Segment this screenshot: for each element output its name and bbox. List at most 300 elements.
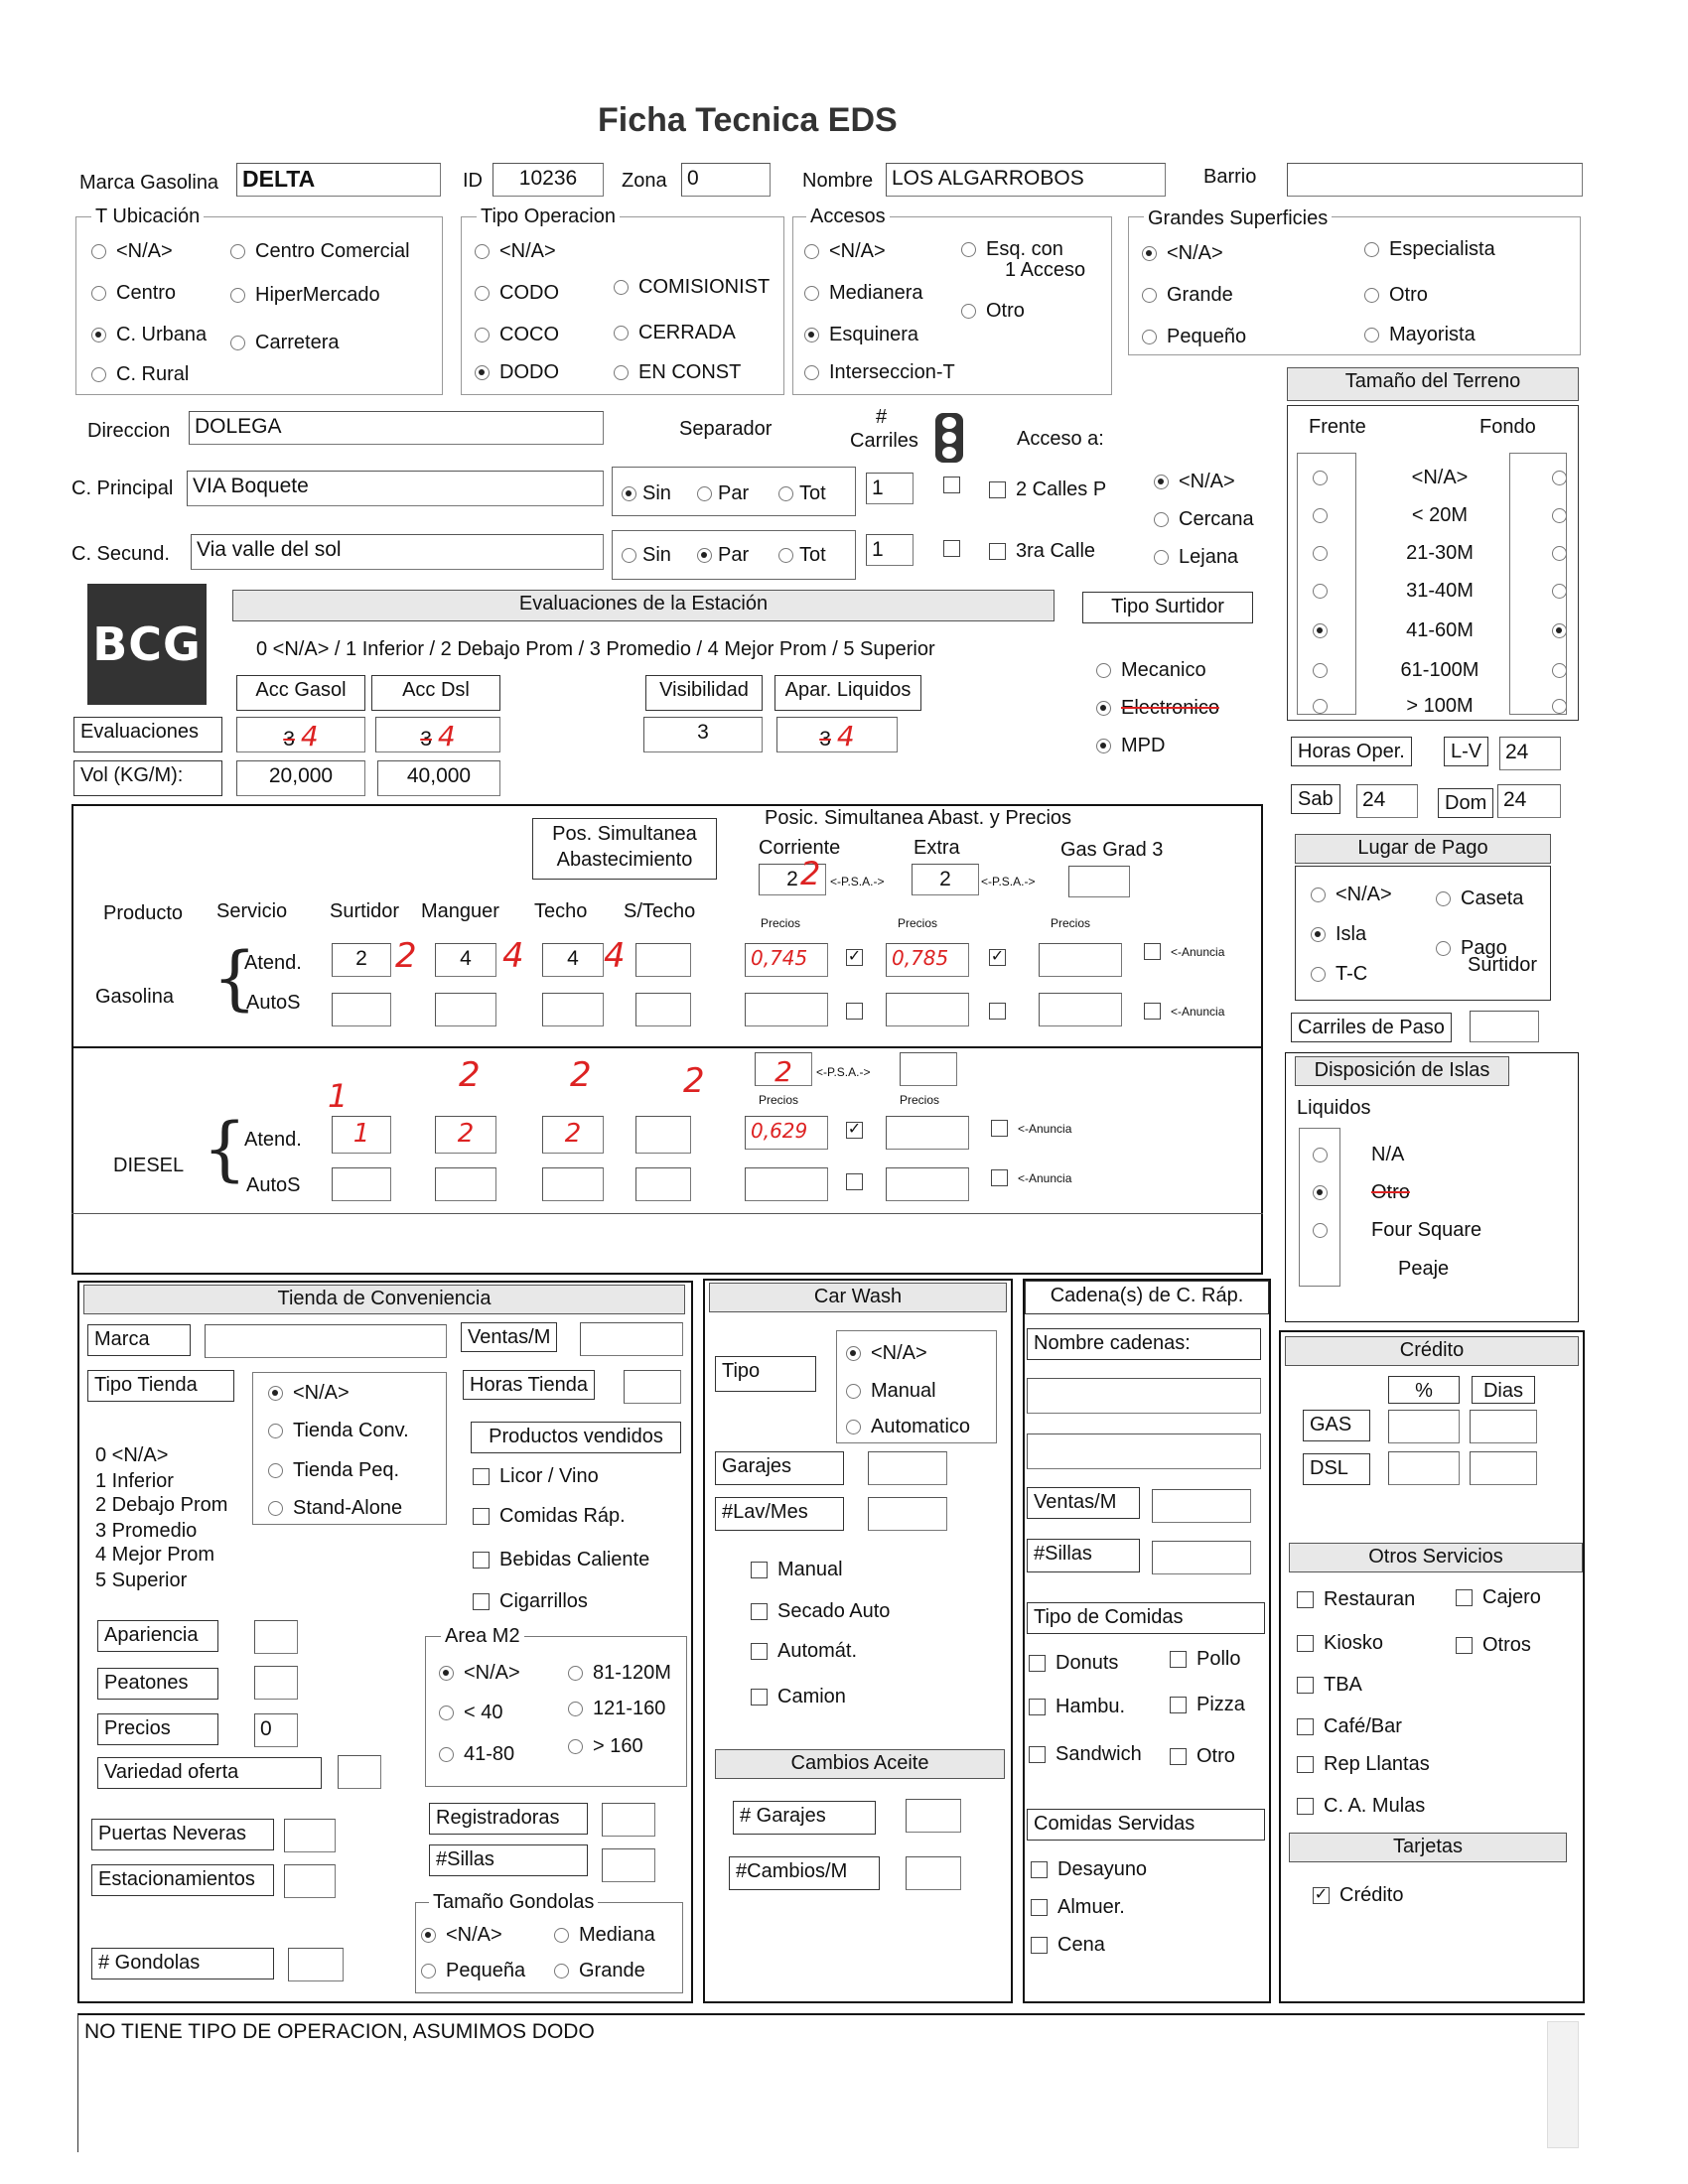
checkbox[interactable] [1170, 1748, 1187, 1765]
checkbox[interactable] [1144, 1003, 1161, 1020]
area-160[interactable]: > 160 [568, 1735, 643, 1758]
acceso-na[interactable]: <N/A> [1154, 471, 1235, 493]
ubicacion-carretera[interactable]: Carretera [230, 332, 339, 354]
checkbox[interactable] [1297, 1756, 1314, 1773]
checkbox-checked[interactable]: ✓ [990, 948, 1005, 965]
checkbox[interactable] [1297, 1591, 1314, 1608]
frente-radio[interactable] [1313, 663, 1328, 678]
direccion-field[interactable]: DOLEGA [189, 411, 604, 445]
frente-radio[interactable] [1313, 699, 1328, 714]
radio[interactable] [230, 244, 245, 259]
gond-na[interactable]: <N/A> [421, 1924, 502, 1947]
diesel-atend-anuncia[interactable]: <-Anuncia [991, 1120, 1071, 1137]
diesel-autos-techo[interactable] [542, 1167, 604, 1201]
frente-radio[interactable] [1313, 546, 1328, 561]
radio-selected[interactable] [91, 328, 106, 342]
checkbox[interactable] [1029, 1699, 1046, 1715]
credito-dsl-dias[interactable] [1470, 1451, 1537, 1485]
checkbox[interactable] [1029, 1746, 1046, 1763]
otros-kiosko[interactable]: Kiosko [1297, 1632, 1383, 1655]
diesel-autos-precio[interactable] [745, 1167, 828, 1201]
nombre-field[interactable]: LOS ALGARROBOS [886, 163, 1166, 197]
tienda-peq[interactable]: Tienda Peq. [268, 1459, 399, 1482]
checkbox[interactable] [1031, 1937, 1048, 1954]
sep-s-par[interactable]: Par [697, 544, 749, 567]
acc-dsl-field[interactable]: 3 4 [375, 717, 500, 752]
accesos-otro[interactable]: Otro [961, 300, 1025, 323]
tienda-conv[interactable]: Tienda Conv. [268, 1420, 409, 1442]
grandes-otro[interactable]: Otro [1364, 284, 1428, 307]
checkbox[interactable] [989, 1003, 1006, 1020]
checkbox[interactable] [751, 1643, 768, 1660]
radio[interactable] [804, 365, 819, 380]
operacion-cerrada[interactable]: CERRADA [614, 322, 736, 344]
radio[interactable] [475, 328, 490, 342]
radio[interactable] [568, 1666, 583, 1681]
diesel-atend-anuncia-1[interactable] [846, 1122, 863, 1139]
checkbox[interactable] [991, 1169, 1008, 1186]
comida-otro[interactable]: Otro [1170, 1745, 1235, 1768]
checkbox[interactable] [989, 481, 1006, 498]
radio[interactable] [268, 1501, 283, 1516]
checkbox[interactable] [751, 1689, 768, 1706]
frente-radio-selected[interactable] [1313, 623, 1328, 638]
radio[interactable] [614, 326, 629, 341]
horas-tienda-field[interactable] [624, 1370, 681, 1404]
radio[interactable] [846, 1384, 861, 1399]
radio[interactable] [1313, 1223, 1328, 1238]
checkbox[interactable] [989, 543, 1006, 560]
comida-hambu[interactable]: Hambu. [1029, 1696, 1125, 1718]
checkbox[interactable] [846, 1173, 863, 1190]
radio[interactable] [1364, 288, 1379, 303]
diesel-atend-surtidor[interactable]: 1 [332, 1116, 391, 1154]
aceite-garajes-field[interactable] [906, 1799, 961, 1833]
gas-atend-surtidor[interactable]: 2 [332, 943, 391, 977]
area-121-160[interactable]: 121-160 [568, 1698, 665, 1720]
gond-mediana[interactable]: Mediana [554, 1924, 655, 1947]
marca-field[interactable]: DELTA [236, 163, 441, 197]
ubicacion-hipermercado[interactable]: HiperMercado [230, 284, 380, 307]
radio-selected[interactable] [439, 1666, 454, 1681]
radio-selected[interactable] [846, 1346, 861, 1361]
area-40[interactable]: < 40 [439, 1702, 502, 1724]
credito-gas-dias[interactable] [1470, 1410, 1537, 1443]
frente-radio[interactable] [1313, 584, 1328, 599]
checkbox[interactable] [1029, 1655, 1046, 1672]
gas-atend-precio-extra[interactable]: 0,785 [886, 943, 969, 977]
ubicacion-centro-comercial[interactable]: Centro Comercial [230, 240, 410, 263]
cw-automat[interactable]: Automát. [751, 1640, 857, 1663]
puertas-field[interactable] [284, 1819, 336, 1852]
calle3-check[interactable]: 3ra Calle [989, 540, 1095, 563]
tienda-sillas-field[interactable] [602, 1848, 655, 1882]
radio-selected[interactable] [268, 1386, 283, 1401]
sep-p-par[interactable]: Par [697, 482, 749, 505]
gas-extra-psa[interactable]: 2 [912, 864, 979, 895]
radio[interactable] [804, 286, 819, 301]
variedad-field[interactable] [338, 1755, 381, 1789]
checkbox[interactable] [751, 1562, 768, 1578]
precios-tienda-field[interactable]: 0 [254, 1713, 298, 1747]
radio[interactable] [778, 486, 793, 501]
barrio-field[interactable] [1287, 163, 1583, 197]
checkbox[interactable] [1456, 1589, 1473, 1606]
radio[interactable] [91, 367, 106, 382]
pago-caseta[interactable]: Caseta [1436, 887, 1523, 910]
diesel-atend-manguer[interactable]: 2 [435, 1116, 496, 1154]
diesel-autos-surtidor[interactable] [332, 1167, 391, 1201]
radio[interactable] [1311, 967, 1326, 982]
surtidor-electronico[interactable]: Electronico [1096, 697, 1219, 720]
gas-corriente-psa[interactable]: 2 [759, 864, 826, 895]
operacion-en-const[interactable]: EN CONST [614, 361, 741, 384]
otros-otros[interactable]: Otros [1456, 1634, 1531, 1657]
radio-selected[interactable] [1313, 1185, 1328, 1200]
carril-p-check[interactable] [943, 477, 960, 493]
gas-atend-anuncia-extra[interactable] [989, 949, 1006, 966]
fondo-radio[interactable] [1552, 471, 1567, 485]
carwash-na[interactable]: <N/A> [846, 1342, 927, 1365]
sab-field[interactable]: 24 [1356, 784, 1418, 818]
radio-selected[interactable] [622, 486, 636, 501]
prod-bebidas[interactable]: Bebidas Caliente [473, 1549, 649, 1571]
checkbox[interactable] [473, 1552, 490, 1569]
vol-dsl-field[interactable]: 40,000 [377, 760, 500, 796]
accesos-na[interactable]: <N/A> [804, 240, 886, 263]
pago-surtidor[interactable]: Pago [1436, 937, 1507, 960]
gas-autos-anuncia[interactable]: <-Anuncia [1144, 1003, 1224, 1020]
diesel-psa-2[interactable] [900, 1052, 957, 1086]
tienda-ventas-field[interactable] [580, 1322, 683, 1356]
radio[interactable] [961, 242, 976, 257]
grandes-especialista[interactable]: Especialista [1364, 238, 1495, 261]
sep-p-tot[interactable]: Tot [778, 482, 826, 505]
carwash-automatico[interactable]: Automatico [846, 1416, 970, 1438]
operacion-comisionist[interactable]: COMISIONIST [614, 276, 770, 299]
carwash-manual[interactable]: Manual [846, 1380, 936, 1403]
gas-autos-precio-grad3[interactable] [1039, 993, 1122, 1026]
radio[interactable] [421, 1964, 436, 1979]
otros-mulas[interactable]: C. A. Mulas [1297, 1795, 1425, 1818]
frente-radio[interactable] [1313, 508, 1328, 523]
gas-atend-stecho[interactable] [635, 943, 691, 977]
comida-pizza[interactable]: Pizza [1170, 1694, 1245, 1716]
cw-manual[interactable]: Manual [751, 1559, 843, 1581]
radio[interactable] [554, 1964, 569, 1979]
radio[interactable] [475, 286, 490, 301]
checkbox[interactable] [1144, 943, 1161, 960]
otros-cafe[interactable]: Café/Bar [1297, 1715, 1402, 1738]
gondolas-field[interactable] [288, 1948, 344, 1981]
checkbox[interactable] [473, 1593, 490, 1610]
grandes-pequeno[interactable]: Pequeño [1142, 326, 1246, 348]
ubicacion-centro[interactable]: Centro [91, 282, 176, 305]
grandes-mayorista[interactable]: Mayorista [1364, 324, 1476, 346]
area-41-80[interactable]: 41-80 [439, 1743, 514, 1766]
checkbox[interactable] [1297, 1798, 1314, 1815]
radio[interactable] [475, 244, 490, 259]
radio-selected[interactable] [1096, 739, 1111, 753]
checkbox[interactable] [1170, 1651, 1187, 1668]
notes-field[interactable] [77, 2013, 1585, 2152]
checkbox[interactable] [1031, 1861, 1048, 1878]
comida-pollo[interactable]: Pollo [1170, 1648, 1240, 1671]
islas-four-square[interactable]: Four Square [1313, 1219, 1481, 1242]
gas-atend-precio-grad3[interactable] [1039, 943, 1122, 977]
pago-na[interactable]: <N/A> [1311, 884, 1392, 906]
radio-selected[interactable] [804, 328, 819, 342]
islas-na[interactable]: N/A [1313, 1144, 1404, 1166]
fondo-radio[interactable] [1552, 508, 1567, 523]
frente-radio[interactable] [1313, 471, 1328, 485]
radio[interactable] [1436, 891, 1451, 906]
calles2-check[interactable]: 2 Calles P [989, 478, 1106, 501]
checkbox-checked[interactable]: ✓ [847, 1121, 862, 1138]
fondo-radio[interactable] [1552, 546, 1567, 561]
prod-cigarrillos[interactable]: Cigarrillos [473, 1590, 588, 1613]
nombre-cadena-1[interactable] [1027, 1378, 1261, 1414]
lavmes-field[interactable] [868, 1497, 947, 1531]
otros-restauran[interactable]: Restauran [1297, 1588, 1415, 1611]
checkbox-checked[interactable]: ✓ [847, 948, 862, 965]
gas-atend-anuncia[interactable]: <-Anuncia [1144, 943, 1224, 960]
ubicacion-na[interactable]: <N/A> [91, 240, 173, 263]
diesel-autos-manguer[interactable] [435, 1167, 496, 1201]
radio[interactable] [1364, 328, 1379, 342]
radio[interactable] [1311, 887, 1326, 902]
checkbox[interactable] [943, 540, 960, 557]
radio[interactable] [1142, 330, 1157, 344]
accesos-esquinera[interactable]: Esquinera [804, 324, 918, 346]
acceso-lejana[interactable]: Lejana [1154, 546, 1238, 569]
operacion-coco[interactable]: COCO [475, 324, 559, 346]
peatones-field[interactable] [254, 1666, 298, 1700]
radio[interactable] [268, 1424, 283, 1438]
surtidor-mecanico[interactable]: Mecanico [1096, 659, 1206, 682]
gas-grad3-psa[interactable] [1068, 866, 1130, 897]
gas-atend-precio-corr[interactable]: 0,745 [745, 943, 828, 977]
gas-autos-precio-corr[interactable] [745, 993, 828, 1026]
radio-selected[interactable] [1096, 701, 1111, 716]
radio[interactable] [614, 280, 629, 295]
radio-selected[interactable] [475, 365, 490, 380]
carril-s-check[interactable] [943, 540, 960, 557]
checkbox[interactable] [846, 1003, 863, 1020]
nombre-cadena-2[interactable] [1027, 1433, 1261, 1469]
checkbox[interactable] [473, 1508, 490, 1525]
checkbox[interactable] [473, 1468, 490, 1485]
radio[interactable] [961, 304, 976, 319]
ubicacion-urbana[interactable]: C. Urbana [91, 324, 207, 346]
gas-autos-techo[interactable] [542, 993, 604, 1026]
radio[interactable] [846, 1420, 861, 1434]
grandes-na[interactable]: <N/A> [1142, 242, 1223, 265]
checkbox[interactable] [1297, 1718, 1314, 1735]
pago-tc[interactable]: T-C [1311, 963, 1367, 986]
otros-cajero[interactable]: Cajero [1456, 1586, 1541, 1609]
checkbox[interactable] [1297, 1635, 1314, 1652]
registradoras-field[interactable] [602, 1803, 655, 1837]
tarjetas-credito[interactable]: ✓ Crédito [1314, 1884, 1404, 1906]
serv-desayuno[interactable]: Desayuno [1031, 1858, 1147, 1881]
checkbox[interactable] [1031, 1899, 1048, 1916]
notes-scrollbar[interactable] [1547, 2021, 1579, 2148]
visibilidad-field[interactable]: 3 [643, 717, 763, 752]
diesel-psa[interactable]: 2 [755, 1052, 812, 1086]
garajes-field[interactable] [868, 1451, 947, 1485]
sep-p-sin[interactable]: Sin [622, 482, 671, 505]
serv-cena[interactable]: Cena [1031, 1934, 1105, 1957]
serv-almuer[interactable]: Almuer. [1031, 1896, 1125, 1919]
apar-liquidos-field[interactable]: 3 4 [776, 717, 898, 752]
diesel-atend-stecho[interactable] [635, 1116, 691, 1154]
operacion-codo[interactable]: CODO [475, 282, 559, 305]
radio[interactable] [1436, 941, 1451, 956]
fondo-radio[interactable] [1552, 584, 1567, 599]
diesel-atend-precio[interactable]: 0,629 [745, 1116, 828, 1150]
fondo-radio[interactable] [1552, 663, 1567, 678]
credito-gas-pct[interactable] [1388, 1410, 1460, 1443]
radio-selected[interactable] [697, 548, 712, 563]
prod-licor[interactable]: Licor / Vino [473, 1465, 599, 1488]
tienda-stand-alone[interactable]: Stand-Alone [268, 1497, 402, 1520]
radio-selected[interactable] [1154, 475, 1169, 489]
radio[interactable] [568, 1702, 583, 1716]
radio[interactable] [1154, 512, 1169, 527]
checkbox-checked[interactable]: ✓ [1314, 1886, 1329, 1903]
radio[interactable] [1154, 550, 1169, 565]
id-field[interactable]: 10236 [492, 163, 604, 197]
gas-autos-stecho[interactable] [635, 993, 691, 1026]
sep-s-tot[interactable]: Tot [778, 544, 826, 567]
operacion-dodo[interactable]: DODO [475, 361, 559, 384]
gas-autos-anuncia-corr[interactable] [846, 1003, 863, 1020]
sep-s-sin[interactable]: Sin [622, 544, 671, 567]
gas-autos-anuncia-extra[interactable] [989, 1003, 1006, 1020]
radio[interactable] [230, 288, 245, 303]
gas-atend-techo[interactable]: 4 [542, 943, 604, 977]
grandes-grande[interactable]: Grande [1142, 284, 1233, 307]
zona-field[interactable]: 0 [681, 163, 771, 197]
prod-comidas[interactable]: Comidas Ráp. [473, 1505, 626, 1528]
radio[interactable] [568, 1739, 583, 1754]
radio[interactable] [268, 1463, 283, 1478]
fondo-radio-selected[interactable] [1552, 623, 1567, 638]
radio[interactable] [230, 336, 245, 350]
radio[interactable] [439, 1747, 454, 1762]
checkbox[interactable] [943, 477, 960, 493]
checkbox[interactable] [991, 1120, 1008, 1137]
diesel-autos-anuncia-1[interactable] [846, 1173, 863, 1190]
accesos-esq-1-acceso[interactable]: Esq. con [961, 238, 1063, 261]
radio[interactable] [697, 486, 712, 501]
gas-autos-surtidor[interactable] [332, 993, 391, 1026]
diesel-autos-stecho[interactable] [635, 1167, 691, 1201]
diesel-atend-techo[interactable]: 2 [542, 1116, 604, 1154]
accesos-interseccion-t[interactable]: Interseccion-T [804, 361, 955, 384]
dom-field[interactable]: 24 [1497, 784, 1561, 818]
checkbox[interactable] [1297, 1677, 1314, 1694]
cambios-field[interactable] [906, 1856, 961, 1890]
gas-autos-precio-extra[interactable] [886, 993, 969, 1026]
radio[interactable] [614, 365, 629, 380]
carriles-paso-field[interactable] [1470, 1011, 1539, 1042]
otros-llantas[interactable]: Rep Llantas [1297, 1753, 1430, 1776]
checkbox[interactable] [1170, 1697, 1187, 1713]
cadena-ventas-field[interactable] [1152, 1489, 1251, 1523]
lv-field[interactable]: 24 [1499, 737, 1561, 770]
comida-sandwich[interactable]: Sandwich [1029, 1743, 1142, 1766]
cw-secado[interactable]: Secado Auto [751, 1600, 890, 1623]
gond-pequena[interactable]: Pequeña [421, 1960, 525, 1982]
terreno-row-31-40: 31-40M [1313, 580, 1567, 603]
radio[interactable] [1096, 663, 1111, 678]
gas-atend-manguer[interactable]: 4 [435, 943, 496, 977]
gond-grande[interactable]: Grande [554, 1960, 645, 1982]
diesel-atend-precio-2[interactable] [886, 1116, 969, 1150]
acceso-cercana[interactable]: Cercana [1154, 508, 1254, 531]
acc-gasol-field[interactable]: 3 4 [236, 717, 365, 752]
radio[interactable] [91, 286, 106, 301]
diesel-manguer-hw: 2 [459, 1055, 481, 1095]
diesel-autos-anuncia[interactable]: <-Anuncia [991, 1169, 1071, 1186]
radio[interactable] [778, 548, 793, 563]
radio[interactable] [439, 1706, 454, 1720]
tienda-na[interactable]: <N/A> [268, 1382, 350, 1405]
radio-selected[interactable] [421, 1928, 436, 1943]
vol-gasol-field[interactable]: 20,000 [236, 760, 365, 796]
credito-dsl-pct[interactable] [1388, 1451, 1460, 1485]
radio[interactable] [804, 244, 819, 259]
islas-otro[interactable]: Otro [1313, 1181, 1410, 1204]
otros-tba[interactable]: TBA [1297, 1674, 1362, 1697]
apariencia-field[interactable] [254, 1620, 298, 1654]
radio-selected[interactable] [1142, 246, 1157, 261]
radio[interactable] [622, 548, 636, 563]
estac-field[interactable] [284, 1864, 336, 1898]
gas-atend-anuncia-corr[interactable] [846, 949, 863, 966]
accesos-medianera[interactable]: Medianera [804, 282, 923, 305]
tienda-marca-field[interactable] [205, 1324, 447, 1358]
carriles-principal-field[interactable]: 1 [866, 473, 914, 504]
h-producto: Producto [103, 902, 184, 924]
c-secund-field[interactable]: Via valle del sol [191, 534, 604, 570]
radio[interactable] [91, 244, 106, 259]
c-principal-field[interactable]: VIA Boquete [187, 471, 604, 506]
cw-camion[interactable]: Camion [751, 1686, 846, 1708]
surtidor-mpd[interactable]: MPD [1096, 735, 1165, 757]
fondo-radio[interactable] [1552, 699, 1567, 714]
radio[interactable] [554, 1928, 569, 1943]
ubicacion-rural[interactable]: C. Rural [91, 363, 189, 386]
radio[interactable] [1364, 242, 1379, 257]
area-na[interactable]: <N/A> [439, 1662, 520, 1685]
checkbox[interactable] [1456, 1637, 1473, 1654]
radio[interactable] [1142, 288, 1157, 303]
radio-selected[interactable] [1311, 927, 1326, 942]
area-81-120[interactable]: 81-120M [568, 1662, 671, 1685]
carriles-secund-field[interactable]: 1 [866, 534, 914, 566]
gas-autos-manguer[interactable] [435, 993, 496, 1026]
operacion-na[interactable]: <N/A> [475, 240, 556, 263]
diesel-autos-precio-2[interactable] [886, 1167, 969, 1201]
checkbox[interactable] [751, 1603, 768, 1620]
cadena-sillas-field[interactable] [1152, 1541, 1251, 1574]
radio[interactable] [1313, 1148, 1328, 1162]
comida-donuts[interactable]: Donuts [1029, 1652, 1118, 1675]
pago-isla[interactable]: Isla [1311, 923, 1366, 946]
